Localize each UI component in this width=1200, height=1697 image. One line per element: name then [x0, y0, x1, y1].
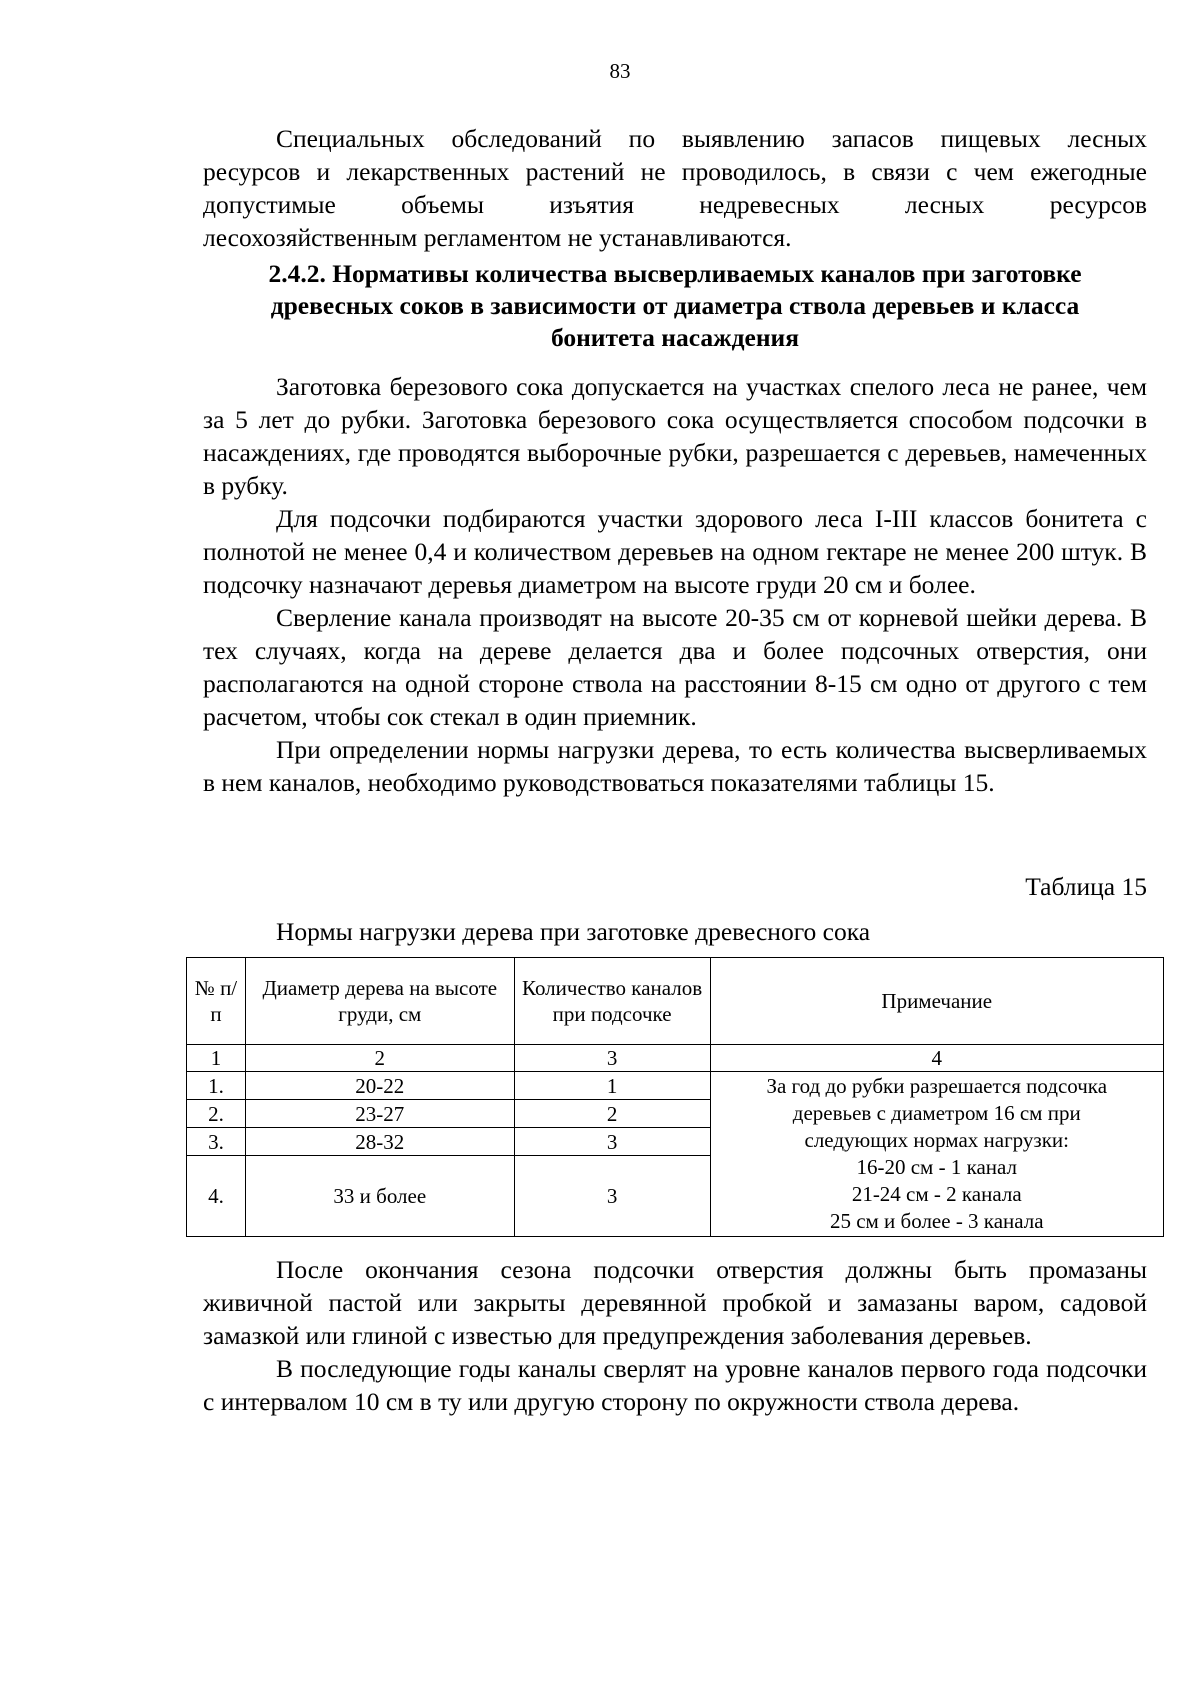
section-heading: [203, 258, 1147, 354]
closing-text: [203, 1253, 1147, 1418]
row-number-cell: 3.: [187, 1128, 246, 1156]
note-line: деревьев с диаметром 16 см при: [792, 1101, 1081, 1125]
index-cell: 3: [514, 1045, 710, 1072]
diameter-cell: 20-22: [245, 1072, 514, 1100]
header-cell: Диаметр дерева на высоте груди, см: [245, 958, 514, 1045]
diameter-cell: 23-27: [245, 1100, 514, 1128]
note-line: 25 см и более - 3 канала: [829, 1209, 1044, 1233]
note-line: следующих нормах нагрузки:: [804, 1128, 1069, 1152]
note-line: 16-20 см - 1 канал: [856, 1155, 1018, 1179]
paragraph-load-norm: При определении нормы нагрузки дерева, то есть количества высверливаемых в нем каналов, необходимо руководствоваться показателями таблицы 15.: [203, 735, 1147, 797]
paragraph-birch-sap: Заготовка березового сока допускается на участках спелого леса не ранее, чем за 5 лет до рубки. Заготовка березового сока осуществляется способом подсочки в насаждениях, где проводятся выборочные рубки, разрешается с деревьев, намеченных в рубку.: [203, 372, 1147, 500]
intro-line: лесохозяйственным регламентом не устанавливаются.: [203, 223, 792, 252]
paragraph-following-years: В последующие годы каналы сверлят на уровне каналов первого года подсочки с интервалом 10 см в ту или другую сторону по окружности ствола дерева.: [203, 1354, 1147, 1416]
norms-table: [186, 957, 1164, 1237]
note-line: 21-24 см - 2 канала: [851, 1182, 1022, 1206]
heading-line: 2.4.2. Нормативы количества высверливаемых каналов при заготовке: [268, 259, 1082, 288]
page-number: 83: [609, 59, 631, 83]
row-number-cell: 1.: [187, 1072, 246, 1100]
header-cell: Примечание: [710, 958, 1164, 1045]
diameter-cell: 28-32: [245, 1128, 514, 1156]
paragraph-drilling: Сверление канала производят на высоте 20-35 см от корневой шейки дерева. В тех случаях, когда на дереве делается два и более подсочных отверстия, они располагаются на одной стороне ствола на расстоянии 8-15 см одно от другого с тем расчетом, чтобы сок стекал в один приемник.: [203, 603, 1147, 731]
table-row: [187, 1072, 1164, 1100]
channels-cell: 1: [514, 1072, 710, 1100]
channels-cell: 2: [514, 1100, 710, 1128]
index-cell: 2: [245, 1045, 514, 1072]
heading-line: бонитета насаждения: [550, 323, 800, 352]
channels-cell: 3: [514, 1128, 710, 1156]
row-number-cell: 2.: [187, 1100, 246, 1128]
index-cell: 4: [710, 1045, 1164, 1072]
note-line: За год до рубки разрешается подсочка: [766, 1074, 1108, 1098]
diameter-cell: 33 и более: [245, 1156, 514, 1237]
table-index-row: [187, 1045, 1164, 1072]
table-label: Таблица 15: [1025, 872, 1147, 901]
row-number-cell: 4.: [187, 1156, 246, 1237]
intro-line: допустимые объемы изъятия недревесных лесных ресурсов: [203, 190, 1147, 219]
paragraph-sealing: После окончания сезона подсочки отверстия должны быть промазаны живичной пастой или закрыты деревянной пробкой и замазаны варом, садовой замазкой или глиной с известью для предупреждения заболевания деревьев.: [203, 1255, 1147, 1350]
index-cell: 1: [187, 1045, 246, 1072]
table-title: Нормы нагрузки дерева при заготовке древесного сока: [276, 917, 871, 946]
intro-paragraph: [203, 122, 1147, 254]
note-cell: [710, 1072, 1164, 1237]
paragraph-site-selection: Для подсочки подбираются участки здорового леса I-III классов бонитета с полнотой не менее 0,4 и количеством деревьев на одном гектаре не менее 200 штук. В подсочку назначают деревья диаметром на высоте груди 20 см и более.: [203, 504, 1147, 599]
intro-line: Специальных обследований по выявлению запасов пищевых лесных: [276, 124, 1147, 153]
intro-line: ресурсов и лекарственных растений не проводилось, в связи с чем ежегодные: [203, 157, 1147, 186]
heading-line: древесных соков в зависимости от диаметра ствола деревьев и класса: [270, 291, 1080, 320]
table-header-row: [187, 958, 1164, 1045]
header-cell: Количество каналов при подсочке: [514, 958, 710, 1045]
main-text: [203, 370, 1147, 799]
channels-cell: 3: [514, 1156, 710, 1237]
header-cell: № п/п: [187, 958, 246, 1045]
